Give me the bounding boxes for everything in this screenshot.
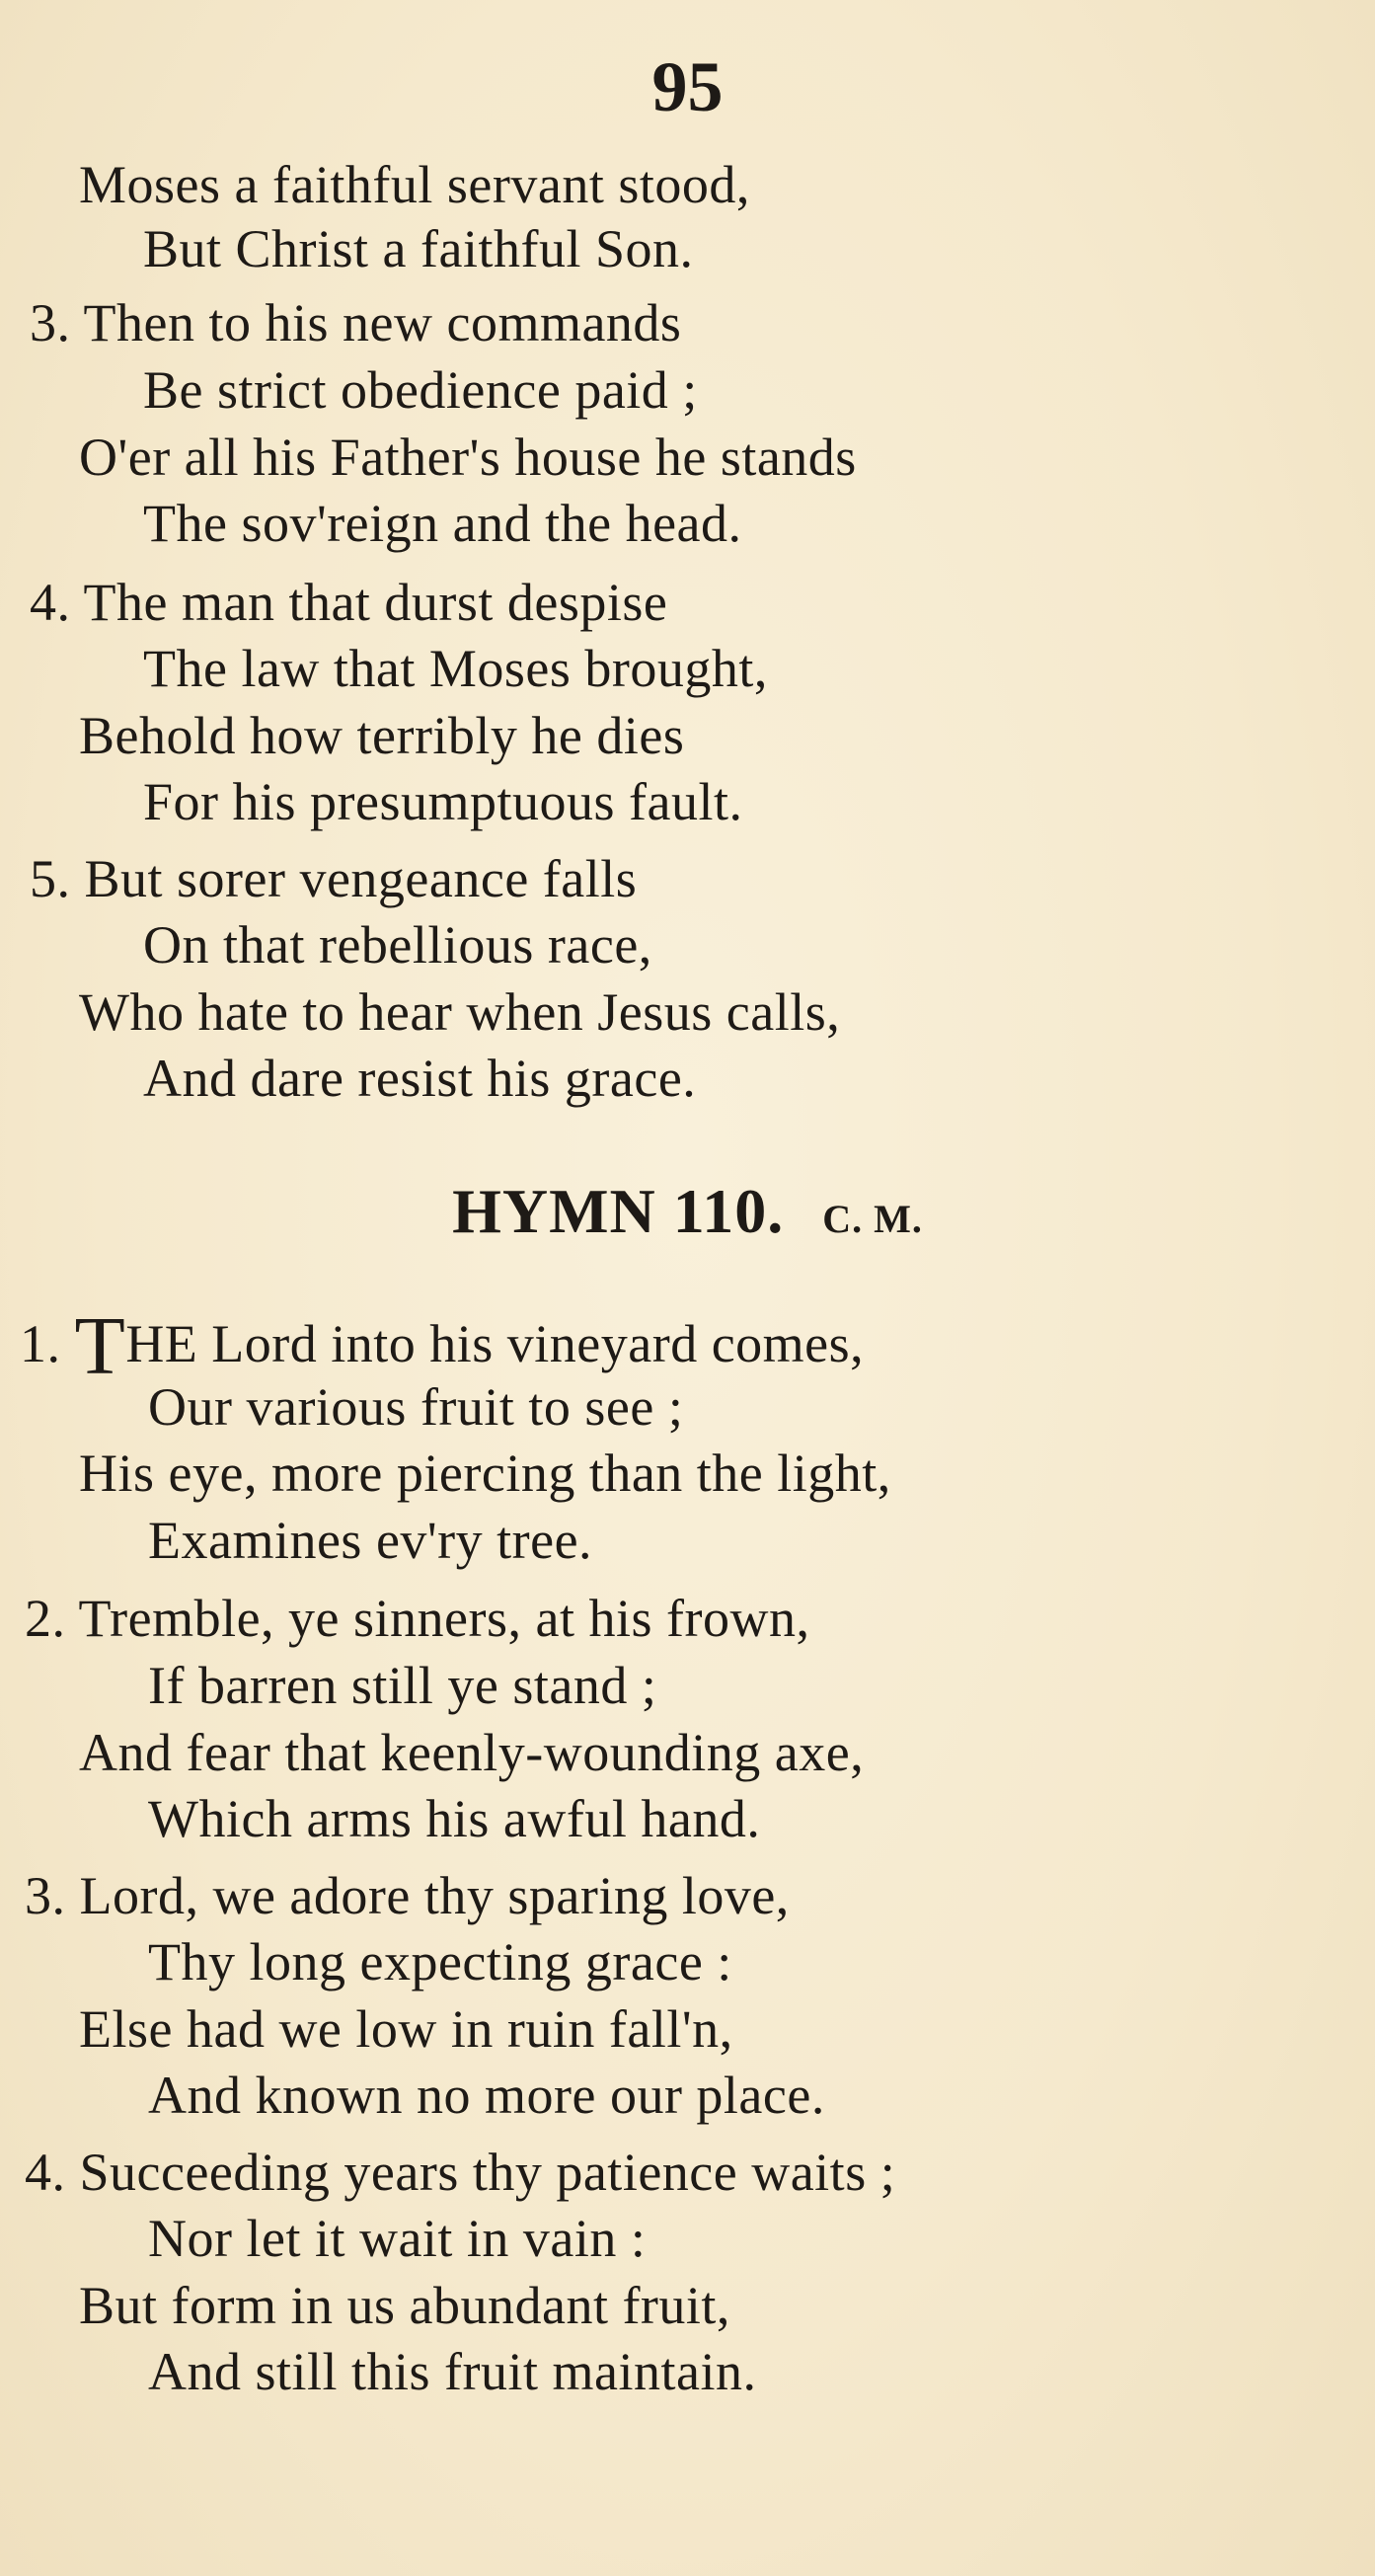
verse-text: But Christ a faithful Son. bbox=[143, 219, 694, 278]
verse-line bbox=[143, 639, 768, 698]
verse-line bbox=[143, 494, 742, 553]
verse-text: Then to his new commands bbox=[83, 293, 682, 352]
verse-line bbox=[25, 2143, 896, 2202]
verse-line bbox=[79, 1444, 891, 1503]
verse-line bbox=[25, 1589, 810, 1648]
verse-text: Which arms his awful hand. bbox=[148, 1789, 761, 1848]
hymn-meter: C. M. bbox=[822, 1197, 923, 1241]
verse-text: If barren still ye stand ; bbox=[148, 1656, 657, 1715]
verse-line bbox=[148, 1377, 684, 1437]
verse-line bbox=[30, 573, 668, 632]
verse-line bbox=[148, 2209, 647, 2268]
verse-text: Be strict obedience paid ; bbox=[143, 360, 698, 420]
verse-text: But form in us abundant fruit, bbox=[79, 2276, 730, 2335]
verse-line bbox=[143, 772, 743, 831]
verse-line bbox=[79, 1999, 733, 2059]
verse-text: HE Lord into his vineyard comes, bbox=[125, 1314, 865, 1373]
verse-text: And known no more our place. bbox=[148, 2066, 825, 2125]
verse-text: Examines ev'ry tree. bbox=[148, 1511, 593, 1570]
verse-line bbox=[143, 915, 652, 975]
verse-line bbox=[148, 1789, 761, 1848]
verse-line bbox=[143, 219, 694, 278]
verse-text: Behold how terribly he dies bbox=[79, 706, 685, 765]
verse-text: On that rebellious race, bbox=[143, 915, 652, 975]
verse-text: Who hate to hear when Jesus calls, bbox=[79, 982, 841, 1042]
verse-text: And still this fruit maintain. bbox=[148, 2342, 757, 2401]
hymn-heading bbox=[0, 1176, 1375, 1246]
hymn-title: HYMN 110. bbox=[452, 1176, 785, 1246]
verse-text: Succeeding years thy patience waits ; bbox=[79, 2143, 896, 2202]
verse-line bbox=[148, 2342, 757, 2401]
verse-text: Nor let it wait in vain : bbox=[148, 2209, 647, 2268]
verse-number: 3. bbox=[30, 293, 71, 352]
verse-number: 3. bbox=[25, 1866, 66, 1925]
verse-text: Tremble, ye sinners, at his frown, bbox=[78, 1589, 810, 1648]
verse-number: 4. bbox=[25, 2143, 66, 2202]
verse-line bbox=[148, 1511, 593, 1570]
verse-text: The law that Moses brought, bbox=[143, 639, 768, 698]
verse-line bbox=[30, 849, 638, 908]
verse-text: His eye, more piercing than the light, bbox=[79, 1444, 891, 1503]
verse-number: 2. bbox=[25, 1589, 66, 1648]
page-number: 95 bbox=[651, 47, 724, 126]
verse-line bbox=[25, 1866, 790, 1925]
verse-text: Else had we low in ruin fall'n, bbox=[79, 1999, 733, 2059]
verse-line bbox=[148, 1932, 732, 1991]
verse-text: The sov'reign and the head. bbox=[143, 494, 742, 553]
verse-text: But sorer vengeance falls bbox=[84, 849, 638, 908]
verse-text: Thy long expecting grace : bbox=[148, 1932, 732, 1991]
verse-text: And dare resist his grace. bbox=[143, 1049, 697, 1108]
verse-text: The man that durst despise bbox=[83, 573, 668, 632]
verse-text: For his presumptuous fault. bbox=[143, 772, 743, 831]
verse-line bbox=[79, 982, 841, 1042]
verse-line bbox=[79, 706, 685, 765]
verse-line bbox=[30, 293, 682, 352]
verse-line bbox=[79, 155, 750, 214]
verse-line bbox=[148, 1656, 657, 1715]
verse-text: O'er all his Father's house he stands bbox=[79, 428, 857, 487]
verse-line bbox=[143, 360, 698, 420]
verse-line bbox=[79, 2276, 730, 2335]
verse-line bbox=[143, 1049, 697, 1108]
verse-line bbox=[148, 2066, 825, 2125]
verse-line bbox=[20, 1300, 865, 1392]
verse-number: 5. bbox=[30, 849, 71, 908]
verse-number: 4. bbox=[30, 573, 71, 632]
drop-cap: T bbox=[74, 1300, 126, 1392]
verse-text: Lord, we adore thy sparing love, bbox=[79, 1866, 790, 1925]
verse-text: And fear that keenly-wounding axe, bbox=[79, 1723, 865, 1782]
verse-text: Moses a faithful servant stood, bbox=[79, 155, 750, 214]
verse-text: Our various fruit to see ; bbox=[148, 1377, 684, 1437]
verse-number: 1. bbox=[20, 1314, 61, 1373]
verse-line bbox=[79, 428, 857, 487]
verse-line bbox=[79, 1723, 865, 1782]
